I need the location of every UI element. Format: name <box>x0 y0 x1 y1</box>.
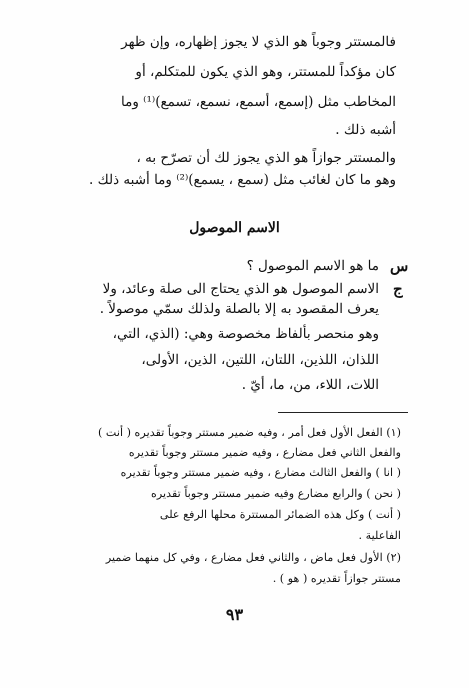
paragraph-line: أشبه ذلك . <box>335 122 396 138</box>
paragraph-line: المخاطب مثل (إسمع، أسمع، نسمع، تسمع)⁽¹⁾ وما <box>121 94 396 110</box>
question-marker: س <box>390 257 409 275</box>
answer-marker: ج <box>393 280 403 298</box>
answer-line: يعرف المقصود به إلا بالصلة ولذلك سمّي موصولاً . <box>99 301 379 317</box>
footnote-line: (١) الفعل الأول فعل أمر ، وفيه ضمير مستتر وجوباً تقديره ( أنت ) <box>97 426 401 439</box>
footnote-line: مستتر جوازاً تقديره ( هو ) . <box>272 572 401 585</box>
answer-line: وهو منحصر بألفاظ مخصوصة وهي: (الذي، التي، <box>112 326 379 342</box>
page-number: ٩٣ <box>225 605 244 624</box>
paragraph-line: وهو ما كان لغائب مثل (سمع ، يسمع)⁽²⁾ وما أشبه ذلك . <box>89 172 396 188</box>
answer-line: الاسم الموصول هو الذي يحتاج الى صلة وعائد، ولا <box>102 281 379 297</box>
footnote-line: ( انا ) والفعل الثالث مضارع ، وفيه ضمير مستتر وجوباً تقديره <box>120 466 401 479</box>
footnote-line: (٢) الأول فعل ماض ، والثاني فعل مضارع ، وفي كل منهما ضمير <box>105 551 401 564</box>
footnote-line: والفعل الثاني فعل مضارع ، وفيه ضمير مستتر وجوباً تقديره <box>128 446 401 459</box>
footnote-line: ( نحن ) والرابع مضارع وفيه ضمير مستتر وجوباً تقديره <box>151 487 401 500</box>
paragraph-line: والمستتر جوازاً هو الذي يجوز لك أن تصرّح به ، <box>136 150 396 166</box>
footnote-line: الفاعلية . <box>358 529 401 542</box>
answer-line: اللات، اللاء، من، ما، أيّ . <box>241 377 379 393</box>
answer-line: اللذان، اللذين، اللتان، اللتين، الذين، الأولى، <box>141 352 379 368</box>
footnote-line: ( أنت ) وكل هذه الضمائر المستترة محلها الرفع على <box>159 508 401 521</box>
section-heading: الاسم الموصول <box>189 220 280 236</box>
paragraph-line: كان مؤكداً للمستتر، وهو الذي يكون للمتكلم، أو <box>135 64 396 80</box>
question-text: ما هو الاسم الموصول ؟ <box>246 258 379 274</box>
paragraph-line: فالمستتر وجوباً هو الذي لا يجوز إظهاره، وإن ظهر <box>121 34 396 50</box>
footnote-separator <box>278 412 408 413</box>
